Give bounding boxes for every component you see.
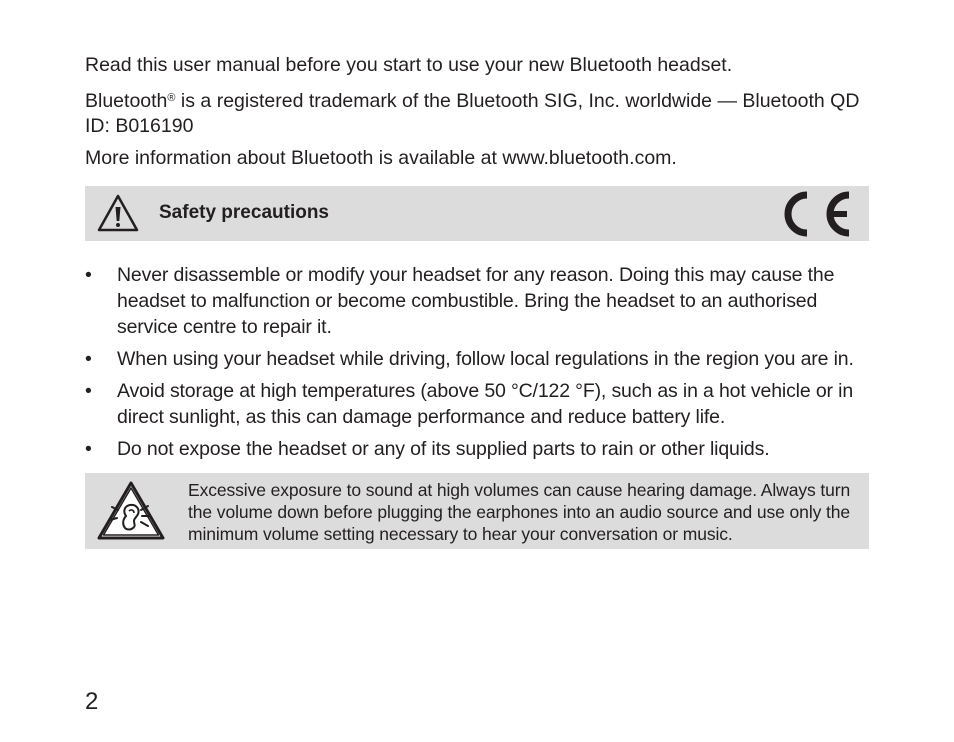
list-item	[85, 346, 875, 372]
intro-paragraph-1: Read this user manual before you start to use your new Bluetooth headset.	[85, 54, 733, 76]
list-item	[85, 378, 875, 430]
trademark-text: is a registered trademark of the Bluetooth SIG, Inc. worldwide — Bluetooth QD ID: B016190	[85, 90, 860, 137]
hearing-warning-text: Excessive exposure to sound at high volumes can cause hearing damage. Always turn the volume down before plugging the earphones into an audio source and use only the minimum volume setting necessary to hear your conversation or music.	[188, 480, 851, 544]
list-item-text: Never disassemble or modify your headset for any reason. Doing this may cause the headset to malfunction or become combustible. Bring the headset to an authorised service centre to repair it.	[117, 264, 835, 338]
registered-symbol: ®	[167, 92, 176, 104]
trademark-paragraph	[85, 89, 885, 139]
warning-triangle-icon	[97, 194, 139, 232]
page-number: 2	[85, 688, 99, 715]
ce-mark-icon	[773, 189, 853, 239]
list-item-text: When using your headset while driving, follow local regulations in the region you are in.	[117, 348, 854, 370]
safety-list	[85, 262, 875, 468]
hearing-warning-box	[85, 473, 869, 549]
safety-title: Safety precautions	[159, 202, 329, 223]
hearing-damage-warning-icon	[96, 480, 166, 542]
list-item	[85, 436, 875, 462]
intro-paragraph-3: More information about Bluetooth is available at www.bluetooth.com.	[85, 147, 677, 169]
bullet: •	[85, 438, 92, 460]
bullet: •	[85, 380, 92, 402]
list-item-text: Do not expose the headset or any of its supplied parts to rain or other liquids.	[117, 438, 770, 460]
bullet: •	[85, 264, 92, 286]
trademark-word: Bluetooth	[85, 90, 168, 112]
list-item	[85, 262, 875, 340]
bullet: •	[85, 348, 92, 370]
safety-header	[85, 186, 869, 241]
list-item-text: Avoid storage at high temperatures (above 50 °C/122 °F), such as in a hot vehicle or in direct sunlight, as this can damage performance and reduce battery life.	[117, 380, 854, 428]
